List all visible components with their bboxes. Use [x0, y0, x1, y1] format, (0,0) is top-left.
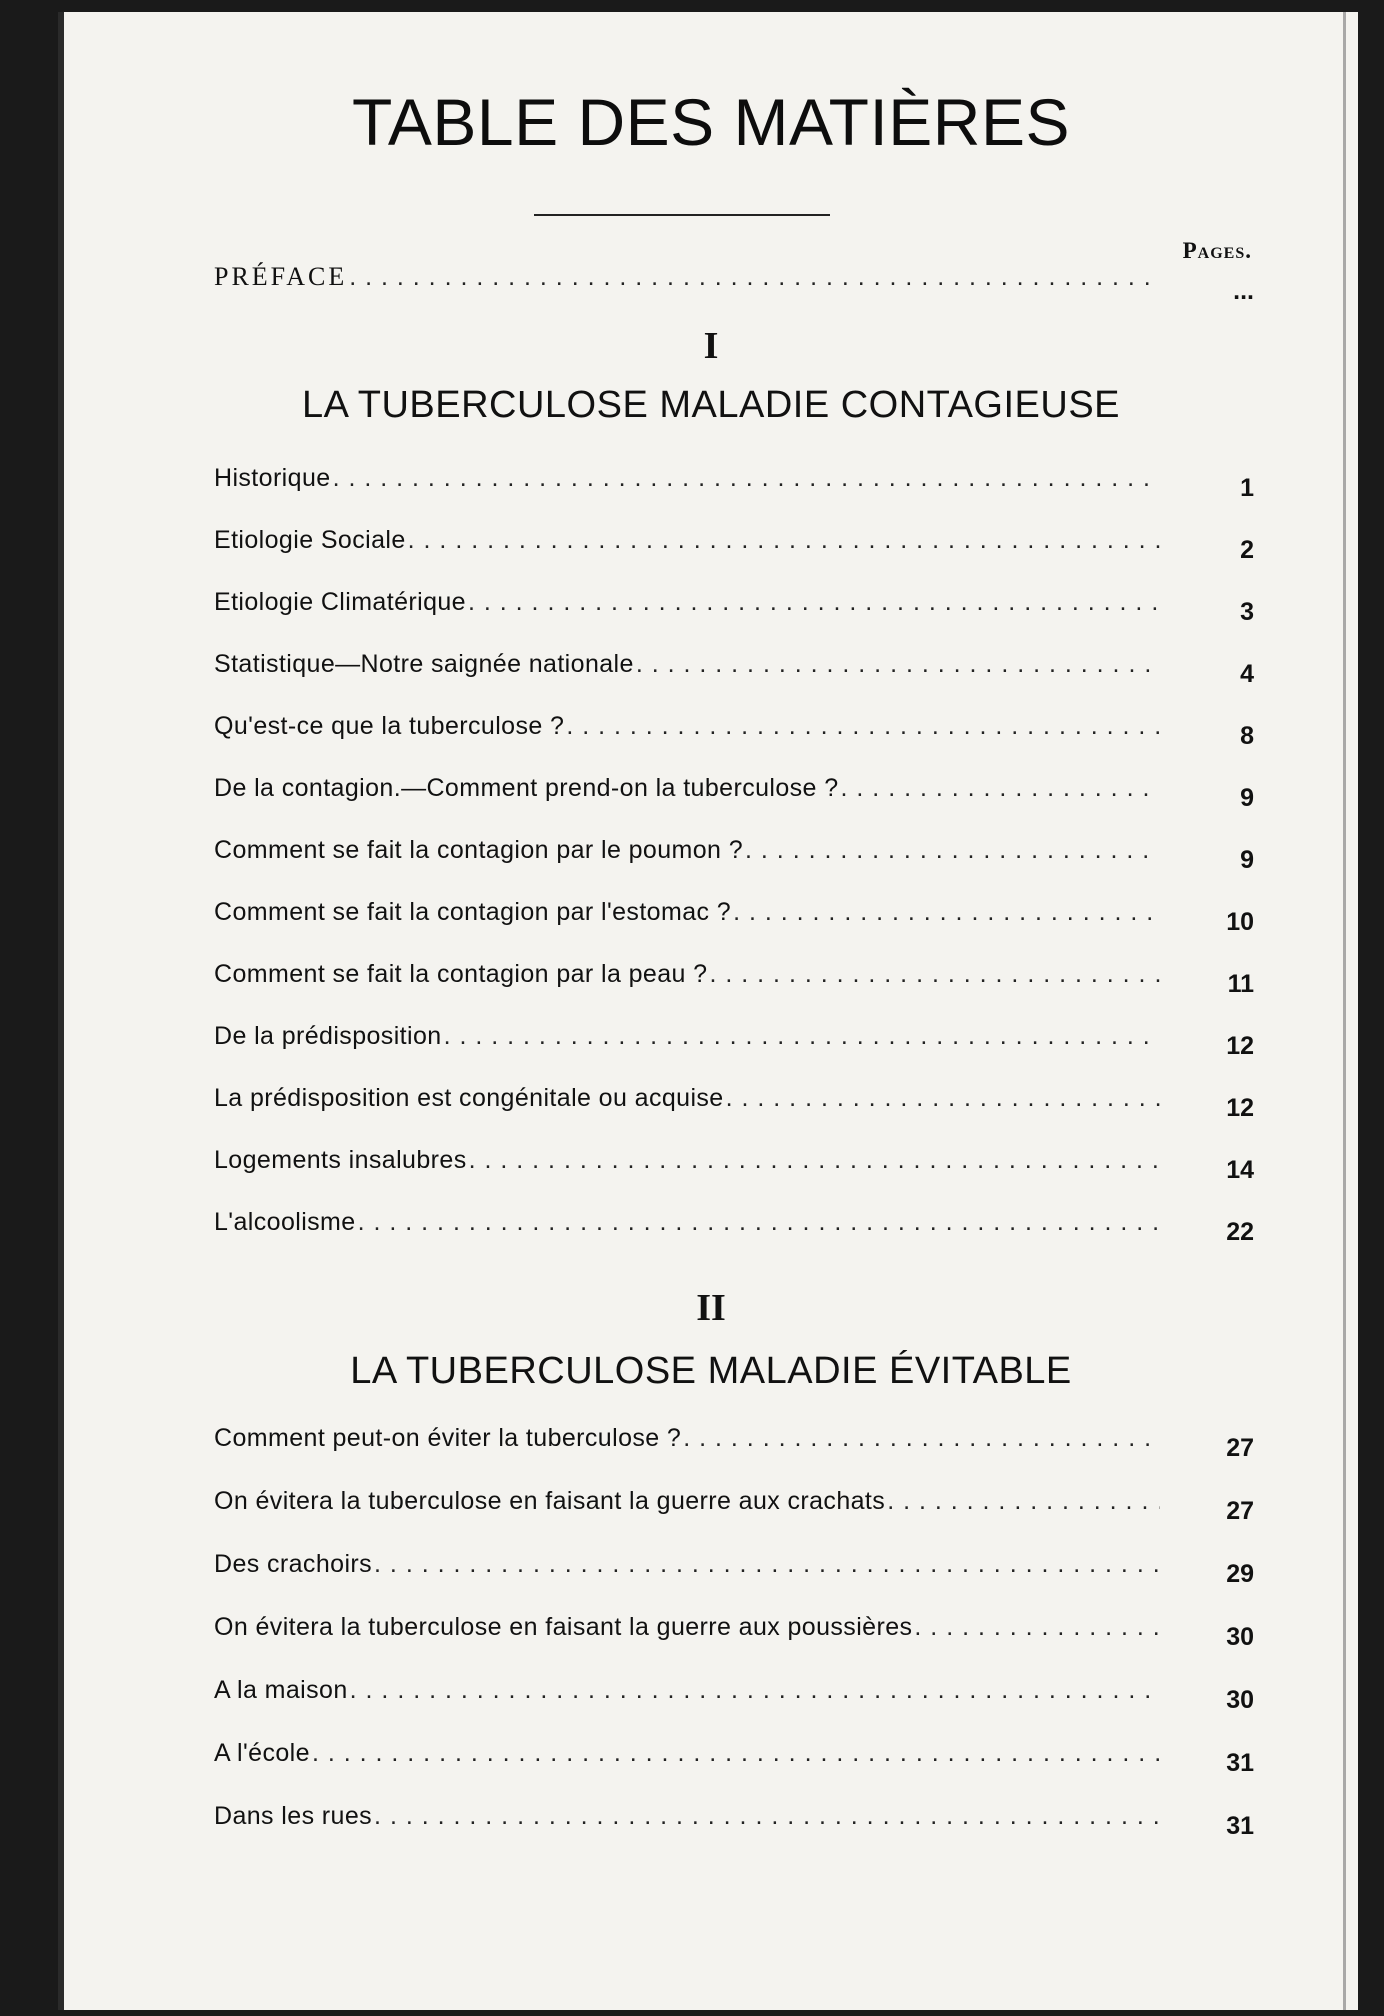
leader-dots [408, 526, 1160, 555]
leader-dots [636, 650, 1160, 679]
leader-dots [312, 1739, 1160, 1768]
toc-entry-label: Comment se fait la contagion par la peau ? [214, 960, 708, 988]
toc-entry-page: 1 [1240, 474, 1254, 502]
toc-entry-page: 12 [1226, 1032, 1254, 1060]
toc-entry [214, 1739, 1254, 1777]
toc-entry-label: De la contagion.—Comment prend-on la tuberculose ? [214, 774, 839, 802]
toc-entry [214, 1550, 1254, 1588]
leader-dots [468, 588, 1160, 617]
toc-entry-page: 27 [1226, 1434, 1254, 1462]
toc-entry-label: Comment peut-on éviter la tuberculose ? [214, 1424, 682, 1452]
toc-entry-page: 11 [1227, 970, 1254, 998]
toc-entry-page: 9 [1240, 784, 1254, 812]
toc-entry-page: 8 [1240, 722, 1254, 750]
toc-entry [214, 1802, 1254, 1840]
toc-entry-page: 10 [1226, 908, 1254, 936]
toc-entry-label: Des crachoirs [214, 1550, 373, 1578]
toc-entry [214, 960, 1254, 998]
toc-entry-page: 3 [1240, 598, 1254, 626]
toc-entry-preface [214, 262, 1254, 305]
toc-entry-label: Comment se fait la contagion par l'estomac ? [214, 898, 732, 926]
leader-dots [733, 898, 1160, 927]
toc-entry [214, 1487, 1254, 1525]
toc-entry-page: 2 [1240, 536, 1254, 564]
document-page [58, 12, 1358, 2010]
toc-entry [214, 526, 1254, 564]
toc-entry [214, 836, 1254, 874]
title-rule [534, 214, 830, 216]
toc-entry-label: Logements insalubres [214, 1146, 467, 1174]
leader-dots [683, 1424, 1160, 1453]
toc-entry [214, 650, 1254, 688]
pages-column-label: Pages. [1182, 238, 1252, 263]
toc-entry-label: On évitera la tuberculose en faisant la guerre aux crachats [214, 1487, 886, 1515]
toc-entry [214, 588, 1254, 626]
leader-dots [726, 1084, 1160, 1113]
toc-entry-label: L'alcoolisme [214, 1208, 356, 1236]
toc-entry-label: De la prédisposition [214, 1022, 442, 1050]
leader-dots [709, 960, 1160, 989]
leader-dots [914, 1613, 1160, 1642]
leader-dots [887, 1487, 1160, 1516]
toc-entry-page: 31 [1226, 1812, 1254, 1840]
toc-entry-label: On évitera la tuberculose en faisant la guerre aux poussières [214, 1613, 913, 1641]
toc-entry-label: PRÉFACE [214, 262, 348, 291]
toc-entry-label: Etiologie Sociale [214, 526, 406, 554]
toc-entry-page: 4 [1240, 660, 1254, 688]
toc-entry-label: Statistique—Notre saignée nationale [214, 650, 634, 678]
leader-dots [374, 1802, 1160, 1831]
toc-entry-label: La prédisposition est congénitale ou acquise [214, 1084, 724, 1112]
toc-entry-label: Comment se fait la contagion par le poumon ? [214, 836, 744, 864]
leader-dots [349, 263, 1160, 292]
toc-entry-label: Dans les rues [214, 1802, 373, 1830]
toc-entry [214, 1613, 1254, 1651]
toc-entry [214, 774, 1254, 812]
toc-entry-page: 9 [1240, 846, 1254, 874]
toc-entry-page: 14 [1226, 1156, 1254, 1184]
toc-entry-label: Historique [214, 464, 331, 492]
section-title: LA TUBERCULOSE MALADIE ÉVITABLE [350, 1350, 1072, 1392]
toc-entry-page: ... [1233, 277, 1254, 305]
leader-dots [350, 1676, 1160, 1705]
page-title: TABLE DES MATIÈRES [351, 85, 1071, 159]
leader-dots [566, 712, 1160, 741]
toc-entry [214, 1022, 1254, 1060]
leader-dots [469, 1146, 1160, 1175]
section-title: LA TUBERCULOSE MALADIE CONTAGIEUSE [301, 384, 1121, 426]
toc-entry-page: 27 [1226, 1497, 1254, 1525]
toc-entry [214, 1084, 1254, 1122]
section-numeral: II [696, 1287, 726, 1329]
toc-entry [214, 898, 1254, 936]
toc-entry-page: 30 [1226, 1686, 1254, 1714]
toc-entry-label: Etiologie Climatérique [214, 588, 466, 616]
toc-entry [214, 712, 1254, 750]
toc-entry [214, 1676, 1254, 1714]
toc-entry-label: Qu'est-ce que la tuberculose ? [214, 712, 565, 740]
leader-dots [444, 1022, 1160, 1051]
leader-dots [358, 1208, 1160, 1237]
toc-entry [214, 1208, 1254, 1246]
toc-entry [214, 464, 1254, 502]
toc-entry-page: 29 [1226, 1560, 1254, 1588]
toc-entry [214, 1424, 1254, 1462]
toc-entry-page: 12 [1226, 1094, 1254, 1122]
toc-entry-label: A l'école [214, 1739, 310, 1767]
toc-entry-page: 31 [1226, 1749, 1254, 1777]
leader-dots [841, 774, 1160, 803]
toc-entry [214, 1146, 1254, 1184]
leader-dots [333, 464, 1160, 493]
toc-entry-label: A la maison [214, 1676, 348, 1704]
section-numeral: I [703, 325, 719, 367]
toc-entry-page: 30 [1226, 1623, 1254, 1651]
leader-dots [745, 836, 1160, 865]
leader-dots [374, 1550, 1160, 1579]
toc-entry-page: 22 [1226, 1218, 1254, 1246]
